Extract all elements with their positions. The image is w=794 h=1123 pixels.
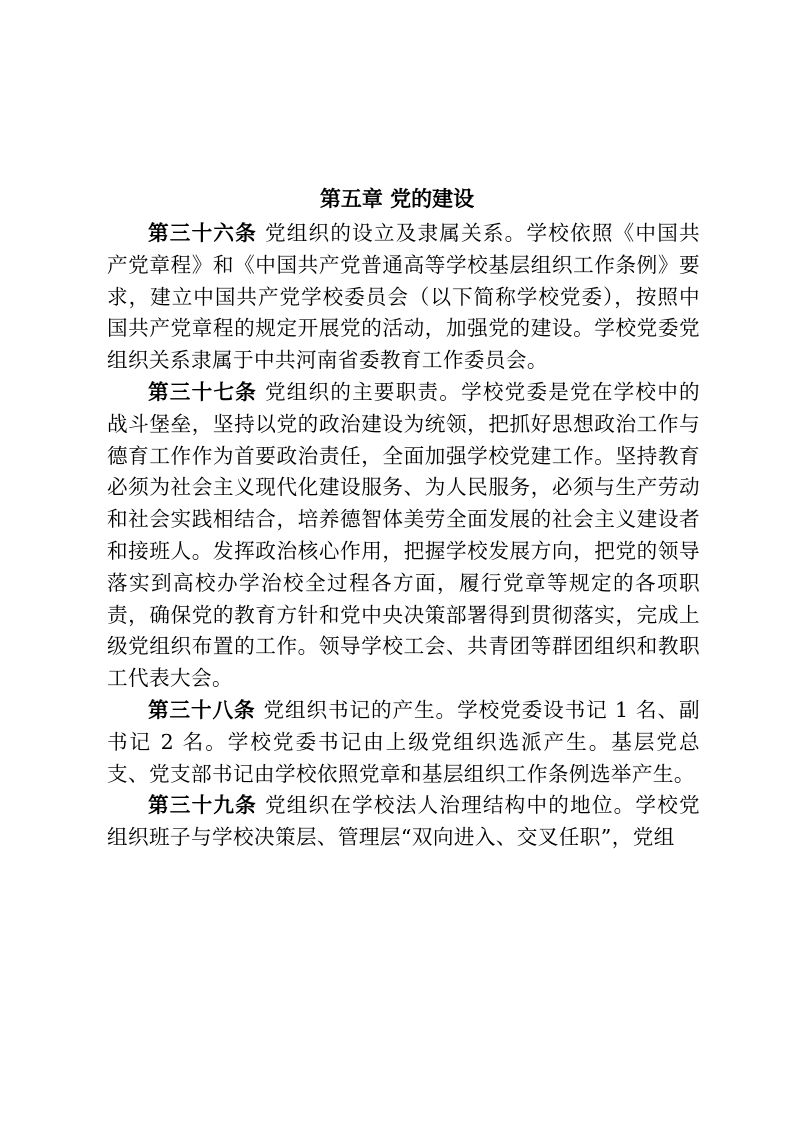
article-38 — [107, 695, 700, 790]
article-label: 第三十七条 — [148, 379, 257, 404]
article-36 — [107, 218, 700, 377]
article-label: 第三十八条 — [148, 697, 256, 722]
article-text: 党组织在学校法人治理结构中的地位。学校党组织班子与学校决策层、管理层“双向进入、交叉任职”，党组 — [107, 793, 701, 850]
article-text: 党组织的主要职责。学校党委是党在学校中的战斗堡垒，坚持以党的政治建设为统领，把抓好思想政治工作与德育工作作为首要政治责任，全面加强学校党建工作。坚持教育必须为社会主义现代化建设服务、为人民服务，必须与生产劳动和社会实践相结合，培养德智体美劳全面发展的社会主义建设者和接班人。发挥政治核心作用，把握学校发展方向，把党的领导落实到高校办学治校全过程各方面，履行党章等规定的各项职责，确保党的教育方针和党中央决策部署得到贯彻落实，完成上级党组织布置的工作。领导学校工会、共青团等群团组织和教职工代表大会。 — [107, 379, 701, 691]
article-39 — [107, 790, 700, 854]
article-text: 党组织的设立及隶属关系。学校依照《中国共产党章程》和《中国共产党普通高等学校基层组织工作条例》要求，建立中国共产党学校委员会（以下简称学校党委），按照中国共产党章程的规定开展党的活动，加强党的建设。学校党委党组织关系隶属于中共河南省委教育工作委员会。 — [107, 221, 701, 373]
chapter-title: 第五章 党的建设 — [319, 186, 475, 211]
article-label: 第三十九条 — [148, 793, 257, 818]
document-body — [107, 218, 700, 854]
article-label: 第三十六条 — [148, 221, 257, 245]
article-37 — [107, 377, 700, 695]
article-text: 党组织书记的产生。学校党委设书记 1 名、副书记 2 名。学校党委书记由上级党组织选派产生。基层党总支、党支部书记由学校依照党章和基层组织工作条例选举产生。 — [107, 697, 701, 786]
